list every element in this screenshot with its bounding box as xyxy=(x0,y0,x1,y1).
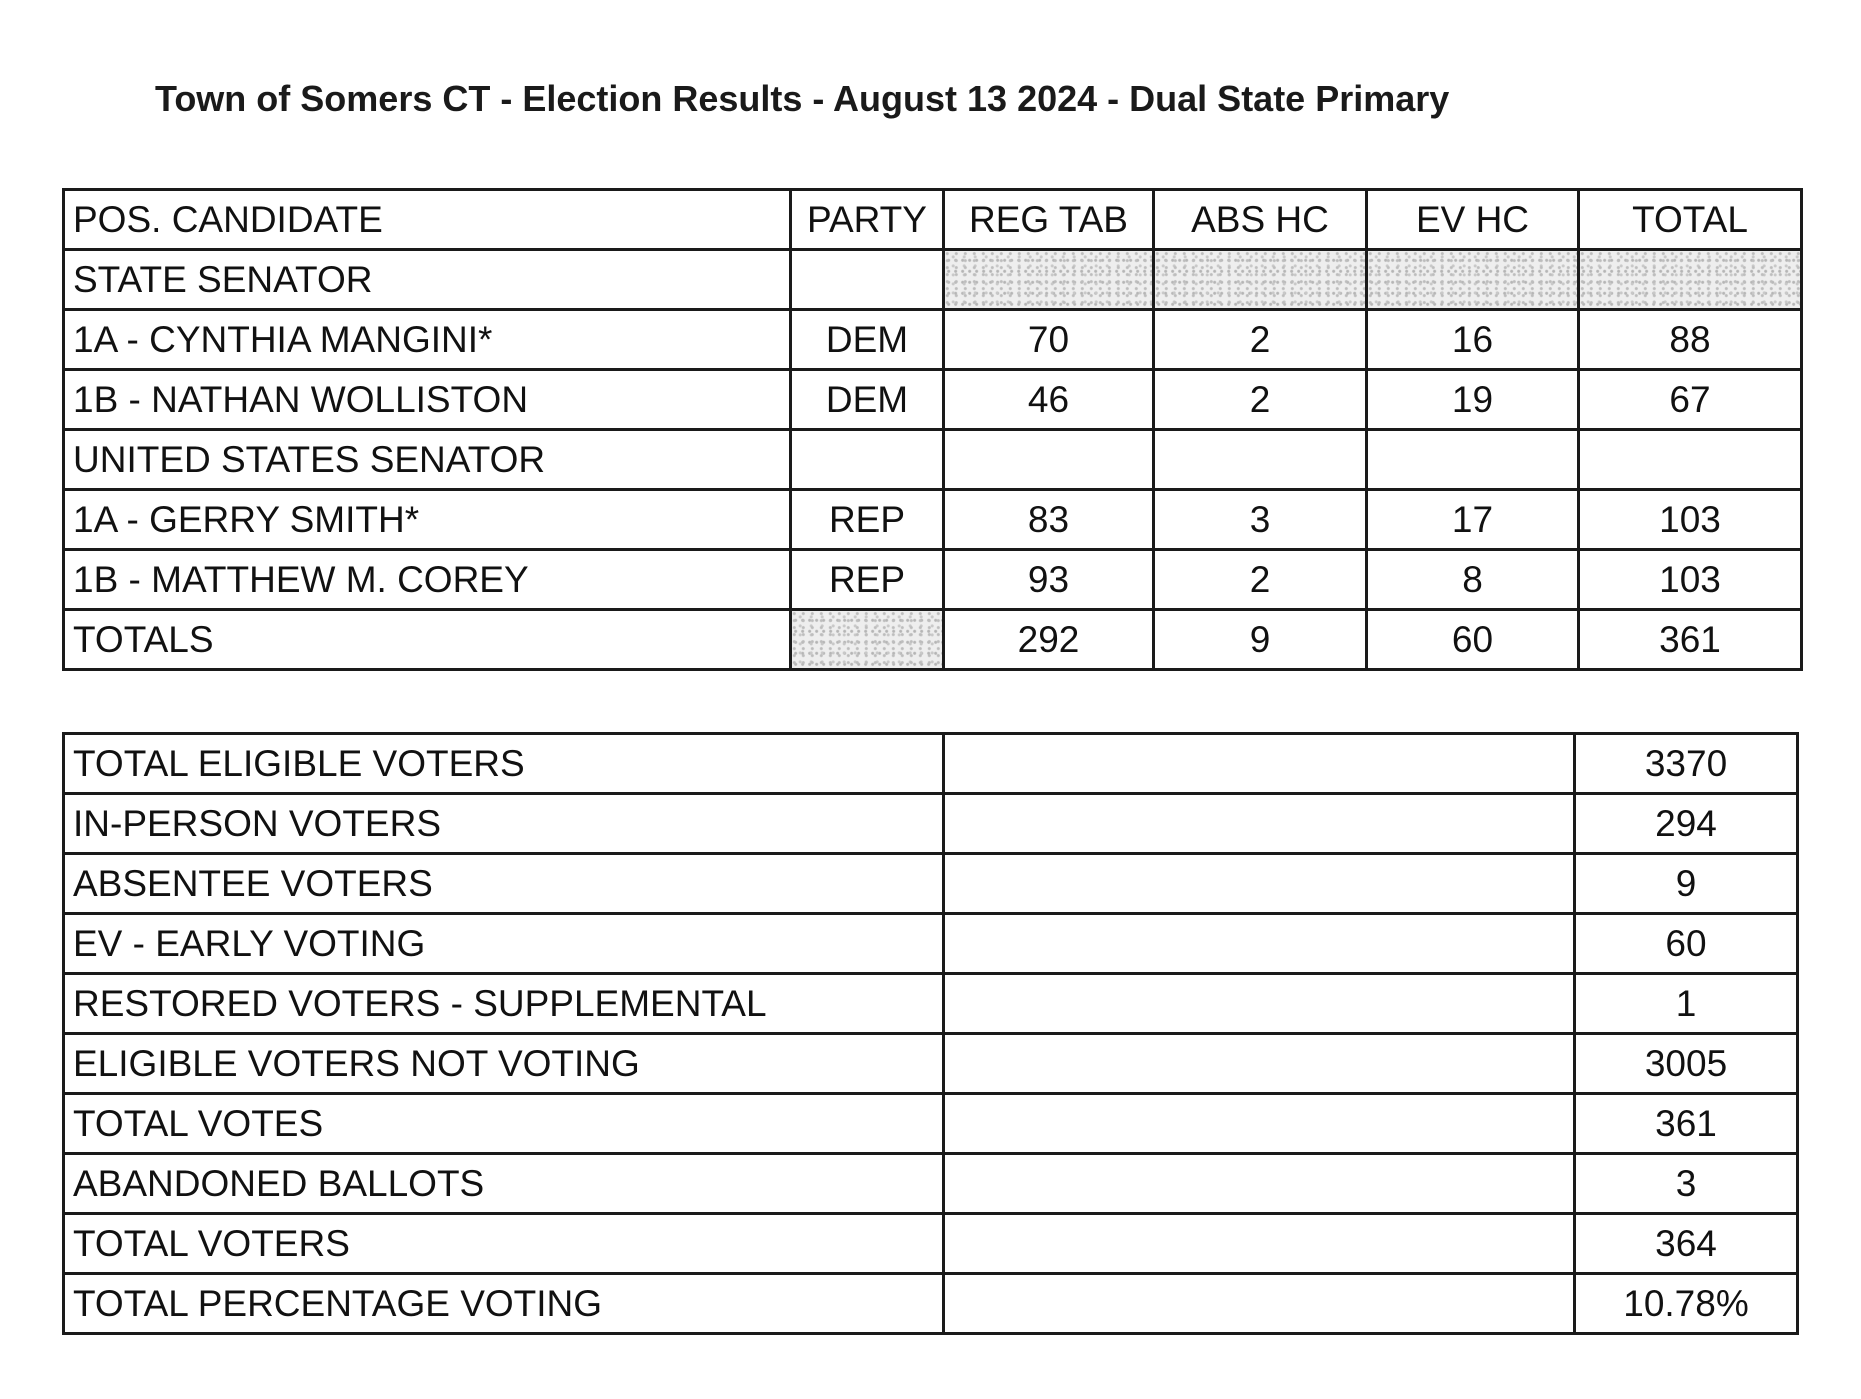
header-abs-hc: ABS HC xyxy=(1154,190,1367,250)
candidate-ev-hc: 16 xyxy=(1367,310,1579,370)
candidate-row xyxy=(64,490,1802,550)
stat-row xyxy=(64,914,1798,974)
stat-value: 1 xyxy=(1575,974,1798,1034)
stat-label: ELIGIBLE VOTERS NOT VOTING xyxy=(64,1034,944,1094)
empty-cell xyxy=(944,430,1154,490)
empty-cell xyxy=(1579,430,1802,490)
candidate-name: 1B - MATTHEW M. COREY xyxy=(64,550,791,610)
results-header-row xyxy=(64,190,1802,250)
stat-row xyxy=(64,1274,1798,1334)
office-label: UNITED STATES SENATOR xyxy=(64,430,791,490)
stat-value: 10.78% xyxy=(1575,1274,1798,1334)
empty-cell xyxy=(944,914,1575,974)
stat-row xyxy=(64,1094,1798,1154)
office-row-state-senator xyxy=(64,250,1802,310)
stat-value: 294 xyxy=(1575,794,1798,854)
candidate-party: DEM xyxy=(791,310,944,370)
candidate-name: 1A - CYNTHIA MANGINI* xyxy=(64,310,791,370)
stat-label: RESTORED VOTERS - SUPPLEMENTAL xyxy=(64,974,944,1034)
candidate-party: REP xyxy=(791,490,944,550)
stat-label: ABSENTEE VOTERS xyxy=(64,854,944,914)
stat-label: TOTAL VOTES xyxy=(64,1094,944,1154)
candidate-party: REP xyxy=(791,550,944,610)
candidate-abs-hc: 2 xyxy=(1154,550,1367,610)
empty-cell xyxy=(1154,430,1367,490)
totals-label: TOTALS xyxy=(64,610,791,670)
candidate-total: 67 xyxy=(1579,370,1802,430)
candidate-abs-hc: 3 xyxy=(1154,490,1367,550)
shaded-cell xyxy=(791,610,944,670)
totals-abs-hc: 9 xyxy=(1154,610,1367,670)
candidate-abs-hc: 2 xyxy=(1154,370,1367,430)
stat-value: 3 xyxy=(1575,1154,1798,1214)
stat-value: 9 xyxy=(1575,854,1798,914)
stat-value: 3005 xyxy=(1575,1034,1798,1094)
candidate-party: DEM xyxy=(791,370,944,430)
empty-cell xyxy=(944,1034,1575,1094)
stat-row xyxy=(64,1154,1798,1214)
totals-ev-hc: 60 xyxy=(1367,610,1579,670)
stat-row xyxy=(64,794,1798,854)
header-total: TOTAL xyxy=(1579,190,1802,250)
candidate-reg-tab: 70 xyxy=(944,310,1154,370)
empty-cell xyxy=(944,1214,1575,1274)
stat-value: 361 xyxy=(1575,1094,1798,1154)
candidate-reg-tab: 83 xyxy=(944,490,1154,550)
stat-row xyxy=(64,734,1798,794)
stat-value: 364 xyxy=(1575,1214,1798,1274)
voter-statistics-table xyxy=(62,732,1799,1335)
candidate-name: 1A - GERRY SMITH* xyxy=(64,490,791,550)
empty-cell xyxy=(944,974,1575,1034)
candidate-row xyxy=(64,370,1802,430)
empty-cell xyxy=(944,794,1575,854)
candidate-ev-hc: 8 xyxy=(1367,550,1579,610)
totals-reg-tab: 292 xyxy=(944,610,1154,670)
totals-row xyxy=(64,610,1802,670)
candidate-row xyxy=(64,550,1802,610)
stat-label: ABANDONED BALLOTS xyxy=(64,1154,944,1214)
empty-cell xyxy=(791,250,944,310)
stat-value: 3370 xyxy=(1575,734,1798,794)
empty-cell xyxy=(944,854,1575,914)
election-results-table xyxy=(62,188,1803,671)
stat-row xyxy=(64,1214,1798,1274)
candidate-name: 1B - NATHAN WOLLISTON xyxy=(64,370,791,430)
stat-row xyxy=(64,1034,1798,1094)
empty-cell xyxy=(791,430,944,490)
empty-cell xyxy=(944,734,1575,794)
candidate-ev-hc: 19 xyxy=(1367,370,1579,430)
stat-value: 60 xyxy=(1575,914,1798,974)
stat-label: TOTAL ELIGIBLE VOTERS xyxy=(64,734,944,794)
document-title: Town of Somers CT - Election Results - August 13 2024 - Dual State Primary xyxy=(155,78,1450,119)
office-label: STATE SENATOR xyxy=(64,250,791,310)
empty-cell xyxy=(944,1094,1575,1154)
stat-label: TOTAL PERCENTAGE VOTING xyxy=(64,1274,944,1334)
header-candidate: POS. CANDIDATE xyxy=(64,190,791,250)
stat-label: IN-PERSON VOTERS xyxy=(64,794,944,854)
candidate-total: 103 xyxy=(1579,550,1802,610)
empty-cell xyxy=(944,1274,1575,1334)
candidate-reg-tab: 93 xyxy=(944,550,1154,610)
header-ev-hc: EV HC xyxy=(1367,190,1579,250)
shaded-cell xyxy=(1154,250,1367,310)
shaded-cell xyxy=(1367,250,1579,310)
totals-total: 361 xyxy=(1579,610,1802,670)
candidate-ev-hc: 17 xyxy=(1367,490,1579,550)
shaded-cell xyxy=(944,250,1154,310)
candidate-abs-hc: 2 xyxy=(1154,310,1367,370)
office-row-us-senator xyxy=(64,430,1802,490)
candidate-reg-tab: 46 xyxy=(944,370,1154,430)
header-party: PARTY xyxy=(791,190,944,250)
empty-cell xyxy=(1367,430,1579,490)
candidate-row xyxy=(64,310,1802,370)
stat-row xyxy=(64,974,1798,1034)
empty-cell xyxy=(944,1154,1575,1214)
candidate-total: 103 xyxy=(1579,490,1802,550)
stat-label: TOTAL VOTERS xyxy=(64,1214,944,1274)
shaded-cell xyxy=(1579,250,1802,310)
header-reg-tab: REG TAB xyxy=(944,190,1154,250)
stat-row xyxy=(64,854,1798,914)
candidate-total: 88 xyxy=(1579,310,1802,370)
stat-label: EV - EARLY VOTING xyxy=(64,914,944,974)
